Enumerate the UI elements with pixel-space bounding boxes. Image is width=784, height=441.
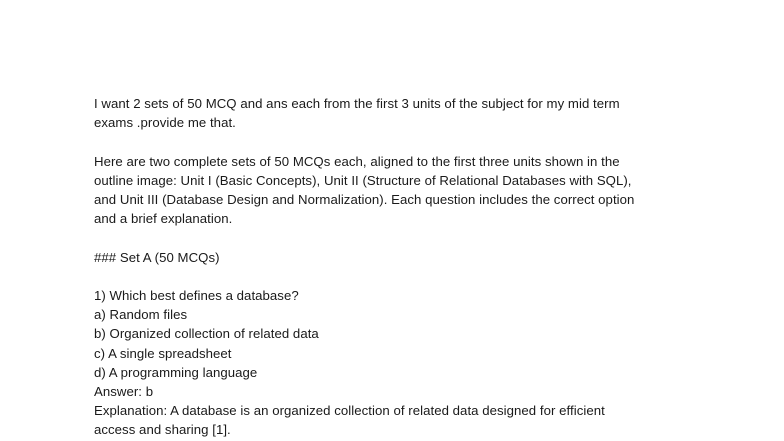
explanation-line-1: Explanation: A database is an organized collection of related data designed for efficient — [94, 403, 605, 419]
paragraph-gap — [94, 228, 694, 247]
prompt-line-2: exams .provide me that. — [94, 115, 236, 131]
answer-line: Answer: b — [94, 384, 154, 399]
option-d: d) A programming language — [94, 364, 258, 380]
paragraph-gap — [94, 267, 694, 286]
explanation-line-2: access and sharing [1]. — [94, 422, 231, 438]
intro-paragraph — [94, 152, 694, 229]
document-body — [94, 94, 694, 440]
set-heading-text: ### Set A (50 MCQs) — [94, 249, 220, 265]
intro-line-3: and Unit III (Database Design and Normalization). Each question includes the correct option — [94, 192, 635, 207]
intro-line-2: outline image: Unit I (Basic Concepts), Unit II (Structure of Relational Databases with SQL), — [94, 172, 632, 188]
question-block — [94, 286, 694, 440]
prompt-line-1: I want 2 sets of 50 MCQ and ans each from the first 3 units of the subject for my mid term — [94, 96, 620, 111]
paragraph-gap — [94, 132, 694, 151]
option-a: a) Random files — [94, 307, 188, 323]
intro-line-4: and a brief explanation. — [94, 211, 233, 227]
prompt-paragraph — [94, 94, 694, 132]
option-b: b) Organized collection of related data — [94, 326, 319, 342]
option-c: c) A single spreadsheet — [94, 345, 232, 361]
question-stem: 1) Which best defines a database? — [94, 287, 299, 303]
intro-line-1: Here are two complete sets of 50 MCQs each, aligned to the first three units shown in the — [94, 153, 620, 169]
set-heading — [94, 248, 694, 267]
